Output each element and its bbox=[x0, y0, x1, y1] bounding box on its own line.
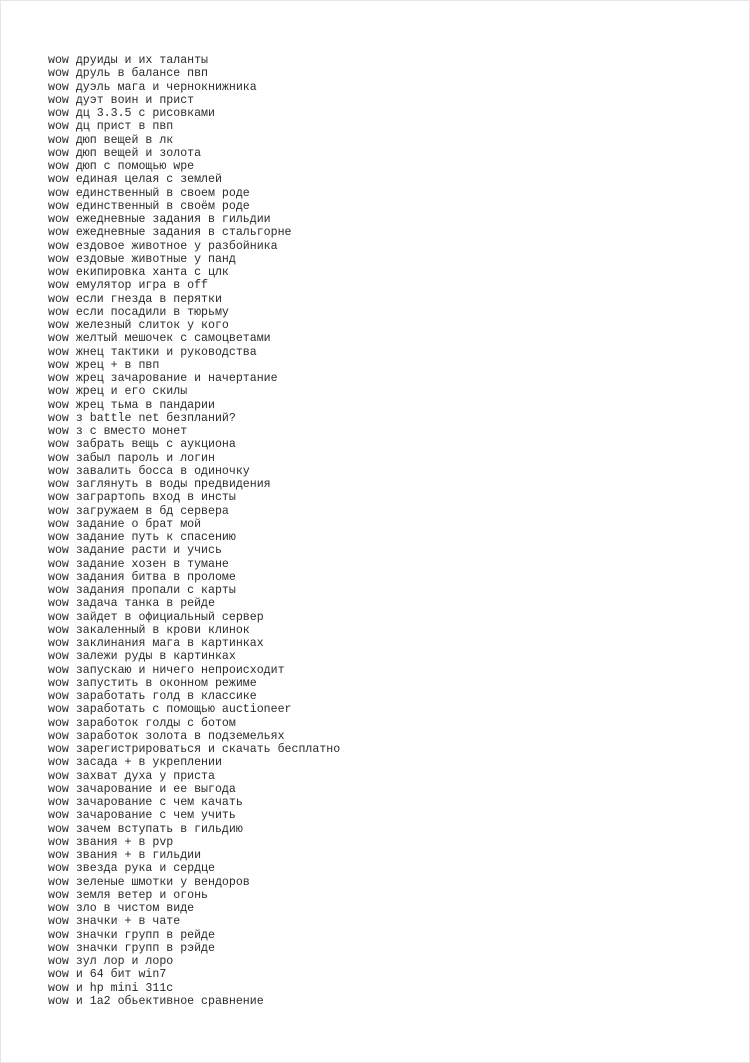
list-item: wow зачарование и ее выгода bbox=[48, 782, 236, 796]
list-item: wow дюп вещей в лк bbox=[48, 133, 174, 147]
list-item: wow жрец тьма в пандарии bbox=[48, 398, 215, 412]
keyword-list bbox=[48, 54, 340, 1008]
list-item: wow звания + в pvp bbox=[48, 835, 174, 849]
list-item: wow запустить в оконном режиме bbox=[48, 676, 257, 690]
list-item: wow зачем вступать в гильдию bbox=[48, 822, 243, 836]
list-item: wow заграртопь вход в инсты bbox=[48, 491, 236, 505]
list-item: wow закаленный в крови клинок bbox=[48, 623, 250, 637]
list-item: wow значки групп в рэйде bbox=[48, 941, 215, 955]
list-item: wow и hp mini 311c bbox=[48, 981, 174, 995]
list-item: wow железный слиток у кого bbox=[48, 319, 229, 332]
list-item: wow друль в балансе пвп bbox=[48, 67, 209, 81]
list-item: wow зайдет в официальный сервер bbox=[48, 610, 264, 624]
list-item: wow ездовое животное у разбойника bbox=[48, 239, 278, 253]
list-item: wow задания пропали с карты bbox=[48, 584, 236, 597]
list-item: wow з battle net безпланий? bbox=[48, 411, 236, 425]
list-item: wow и 1a2 обьективное сравнение bbox=[48, 994, 264, 1008]
list-item: wow заработать голд в классике bbox=[48, 690, 257, 703]
list-item: wow дуэт воин и прист bbox=[48, 93, 195, 107]
list-item: wow загружаем в бд сервера bbox=[48, 504, 229, 518]
list-item: wow залежи руды в картинках bbox=[48, 650, 236, 664]
list-item: wow задание хозен в тумане bbox=[48, 557, 229, 571]
list-item: wow заработать с помощью auctioneer bbox=[48, 703, 292, 717]
list-item: wow зачарование с чем качать bbox=[48, 796, 243, 809]
list-item: wow и 64 бит win7 bbox=[48, 968, 167, 982]
list-item: wow засада + в укреплении bbox=[48, 756, 222, 770]
list-item: wow з с вместо монет bbox=[48, 425, 188, 438]
list-item: wow екипировка ханта с цлк bbox=[48, 266, 229, 279]
list-item: wow единственный в своем роде bbox=[48, 186, 250, 200]
list-item: wow дц прист в пвп bbox=[48, 120, 174, 134]
list-item: wow забрать вещь с аукциона bbox=[48, 438, 236, 452]
list-item: wow дюп с помощью wpe bbox=[48, 160, 195, 173]
list-item: wow ездовые животные у панд bbox=[48, 252, 236, 266]
list-item: wow забыл пароль и логин bbox=[48, 451, 215, 465]
list-item: wow зарегистрироваться и скачать бесплатно bbox=[48, 743, 341, 756]
list-item: wow жрец + в пвп bbox=[48, 358, 160, 372]
list-item: wow желтый мешочек с самоцветами bbox=[48, 332, 271, 346]
list-item: wow зеленые шмотки у вендоров bbox=[48, 875, 250, 889]
list-item: wow емулятор игра в off bbox=[48, 279, 209, 293]
list-item: wow дюп вещей и золота bbox=[48, 146, 202, 160]
list-item: wow задания битва в проломе bbox=[48, 570, 236, 584]
list-item: wow зул лор и лоро bbox=[48, 955, 174, 968]
list-item: wow жрец зачарование и начертание bbox=[48, 372, 278, 385]
list-item: wow единственный в своём роде bbox=[48, 199, 250, 213]
list-item: wow единая целая с землей bbox=[48, 173, 222, 187]
list-item: wow заклинания мага в картинках bbox=[48, 637, 264, 650]
list-item: wow ежедневные задания в стальгорне bbox=[48, 226, 292, 240]
list-item: wow дуэль мага и чернокнижника bbox=[48, 80, 257, 94]
list-item: wow ежедневные задания в гильдии bbox=[48, 213, 271, 226]
list-item: wow дц 3.3.5 с рисовками bbox=[48, 107, 215, 120]
list-item: wow задача танка в рейде bbox=[48, 597, 215, 611]
list-item: wow задание расти и учись bbox=[48, 544, 222, 558]
list-item: wow земля ветер и огонь bbox=[48, 888, 209, 902]
list-item: wow значки групп в рейде bbox=[48, 928, 215, 942]
list-item: wow заглянуть в воды предвидения bbox=[48, 478, 271, 491]
list-item: wow если гнезда в перятки bbox=[48, 292, 222, 306]
list-item: wow жрец и его скилы bbox=[48, 385, 188, 399]
list-item: wow задание путь к спасению bbox=[48, 531, 236, 544]
list-item: wow звания + в гильдии bbox=[48, 849, 202, 862]
list-item: wow зло в чистом виде bbox=[48, 902, 195, 915]
list-item: wow жнец тактики и руководства bbox=[48, 345, 257, 359]
list-item: wow звезда рука и сердце bbox=[48, 862, 215, 876]
list-item: wow запускаю и ничего непроисходит bbox=[48, 663, 285, 677]
list-item: wow захват духа у приста bbox=[48, 769, 215, 783]
list-item: wow друиды и их таланты bbox=[48, 54, 209, 67]
list-item: wow значки + в чате bbox=[48, 915, 181, 929]
list-item: wow зачарование с чем учить bbox=[48, 809, 236, 823]
list-item: wow если посадили в тюрьму bbox=[48, 305, 229, 319]
list-item: wow задание о брат мой bbox=[48, 517, 202, 531]
list-item: wow заработок золота в подземельях bbox=[48, 729, 285, 743]
list-item: wow заработок голды с ботом bbox=[48, 716, 236, 730]
list-item: wow завалить босса в одиночку bbox=[48, 464, 250, 478]
